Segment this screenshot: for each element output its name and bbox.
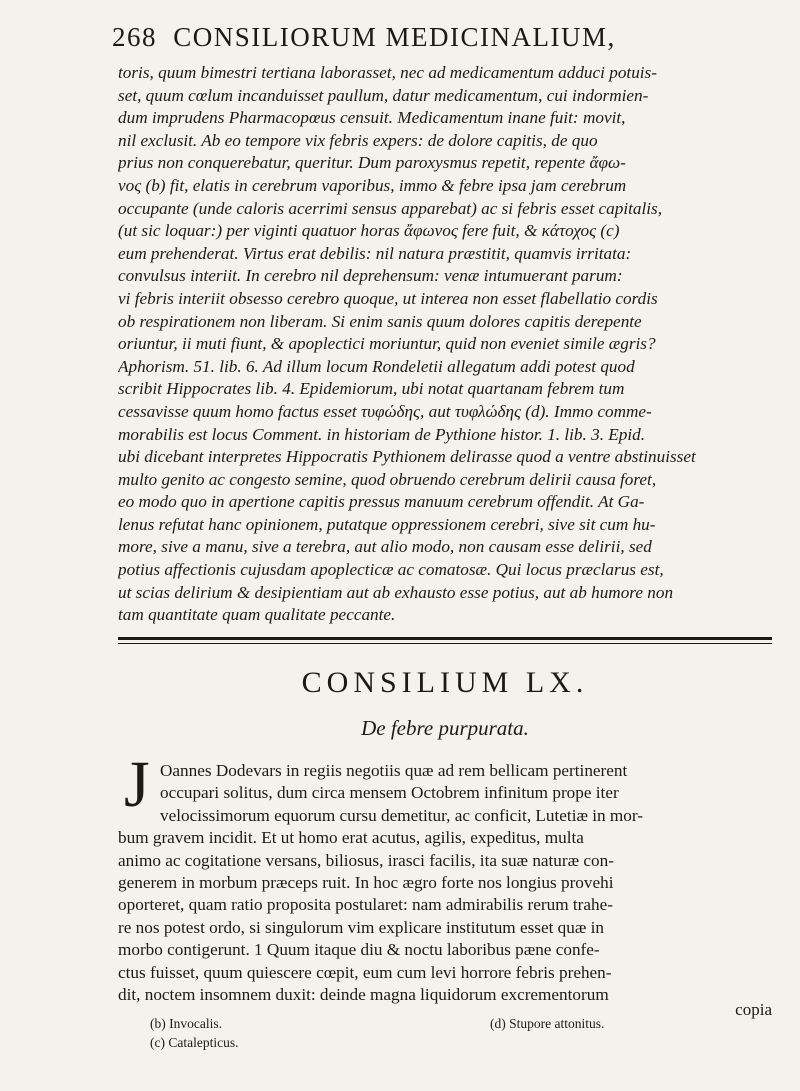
text-line: occupante (unde caloris acerrimi sensus apparebat) ac si febris esset capitalis,: [118, 198, 663, 218]
footnotes-left: [150, 1014, 450, 1052]
text-line: (ut sic loquar:) per viginti quatuor horas ἄφωνος fere fuit, & κάτοχος (c): [118, 221, 620, 241]
footnote: (c) Catalepticus.: [150, 1035, 239, 1050]
text-line: ut scias delirium & desipientiam aut ab exhausto esse potius, aut ab humore non: [118, 582, 674, 602]
text-line: dum imprudens Pharmacopœus censuit. Medicamentum inane fuit: movit,: [118, 108, 626, 128]
text-line: eo modo quo in apertione capitis pressus manuum cerebrum offendit. At Ga-: [118, 492, 645, 512]
text-line: velocissimorum equorum cursu demetitur, ac conficit, Lutetiæ in mor-: [160, 805, 643, 825]
text-line: scribit Hippocrates lib. 4. Epidemiorum, ubi notat quartanam febrem tum: [118, 379, 625, 399]
text-line: more, sive a manu, sive a terebra, aut alio modo, non causam esse delirii, sed: [118, 537, 652, 557]
text-line: re nos potest ordo, si singulorum vim explicare institutum esset quæ in: [118, 917, 604, 937]
text-line: ubi dicebant interpretes Hippocratis Pythionem delirasse quod a ventre abstinuisset: [118, 447, 696, 467]
text-line: occupari solitus, dum circa mensem Octobrem infinitum prope iter: [160, 783, 619, 803]
text-line: ctus fuisset, quum quiescere cœpit, eum cum levi horrore febris prehen-: [118, 962, 612, 982]
text-line: cessavisse quum homo factus esset τυφώδης, aut τυφλώδης (d). Immo comme-: [118, 401, 652, 421]
text-line: lenus refutat hanc opinionem, putatque oppressionem cerebri, sive sit cum hu-: [118, 514, 656, 534]
page-header: [112, 22, 712, 56]
text-line: nil exclusit. Ab eo tempore vix febris expers: de dolore capitis, de quo: [118, 130, 598, 150]
chapter-title: CONSILIUM LX.: [301, 666, 589, 699]
continued-text-block: [118, 62, 770, 627]
section-rule-thick: [118, 637, 772, 640]
text-line: vi febris interiit obsesso cerebro quoque, ut interea non esset flabellatio cordis: [118, 288, 658, 308]
catchword: copia: [735, 1000, 772, 1019]
text-line: toris, quum bimestri tertiana laborasset, nec ad medicamentum adduci potuis-: [118, 63, 657, 82]
text-line: Aphorism. 51. lib. 6. Ad illum locum Rondeletii allegatum addi potest quod: [118, 356, 635, 376]
text-line: animo ac cogitatione versans, biliosus, irasci facilis, ita suæ naturæ con-: [118, 850, 614, 870]
footnote: (b) Invocalis.: [150, 1016, 222, 1031]
section-rule-thin: [118, 643, 772, 644]
text-line: eum prehenderat. Virtus erat debilis: nil natura præstitit, quamvis irritata:: [118, 243, 632, 263]
page-number: 268: [112, 22, 157, 52]
chapter-subtitle: De febre purpurata.: [361, 716, 529, 740]
text-line: convulsus interiit. In cerebro nil deprehensum: venæ intumuerant parum:: [118, 266, 623, 286]
text-line: prius non conquerebatur, queritur. Dum paroxysmus repetit, repente ἄφω-: [118, 153, 626, 173]
text-line: potius affectionis cujusdam apoplecticæ ac comatosæ. Qui locus præclarus est,: [118, 560, 664, 580]
footnote: (d) Stupore attonitus.: [490, 1016, 605, 1031]
drop-cap: J: [124, 748, 150, 821]
text-line: dit, noctem insomnem duxit: deinde magna liquidorum excrementorum: [118, 984, 609, 1004]
running-head: CONSILIORUM MEDICINALIUM,: [173, 22, 616, 52]
text-line: bum gravem incidit. Et ut homo erat acutus, agilis, expeditus, multa: [118, 828, 584, 848]
footnotes-right: [490, 1014, 770, 1033]
text-line: set, quum cœlum incanduisset paullum, datur medicamentum, cui indormien-: [118, 85, 649, 105]
text-line: oporteret, quam ratio proposita postularet: nam admirabilis rerum trahe-: [118, 895, 613, 915]
chapter-text-block: [118, 760, 772, 1006]
text-line: morbo contigerunt. 1 Quum itaque diu & noctu laboribus pæne confe-: [118, 940, 600, 960]
text-line: multo genito ac congesto semine, quod obruendo cerebrum delirii causa foret,: [118, 469, 657, 489]
text-line: tam quantitate quam qualitate peccante.: [118, 605, 396, 625]
text-line: generem in morbum præceps ruit. In hoc ægro forte nos longius provehi: [118, 872, 614, 892]
text-line: morabilis est locus Comment. in historiam de Pythione histor. 1. lib. 3. Epid.: [118, 424, 646, 444]
text-line: Oannes Dodevars in regiis negotiis quæ ad rem bellicam pertinerent: [160, 761, 628, 780]
text-line: oriuntur, ii muti fiunt, & apoplectici moriuntur, quid non eveniet simile ægris?: [118, 334, 656, 354]
text-line: ob respirationem non liberam. Si enim sanis quum dolores capitis derepente: [118, 311, 642, 331]
text-line: νος (b) fit, elatis in cerebrum vaporibus, immo & febre ipsa jam cerebrum: [118, 175, 627, 195]
